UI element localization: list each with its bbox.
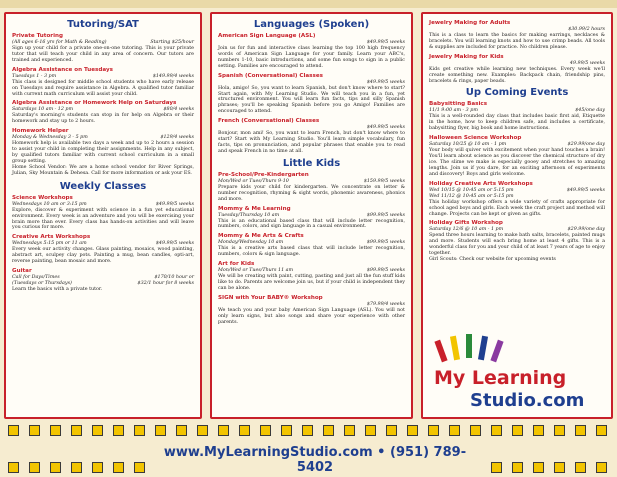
class-description: Homework help is available two days a week and up to 2 hours a session to assist your child in completing their assignments. Help in any subject, by qualified tutors familiar with current school curriculum in a small group setting.: [12, 141, 194, 164]
decor-square: [533, 425, 544, 436]
decor-square: [29, 425, 40, 436]
class-time: Monday/Wednesday 10 am: [218, 240, 284, 246]
class-description: Learn the basics with a private tutor.: [12, 287, 103, 293]
class-price: $49.99/5 weeks: [566, 187, 605, 193]
class-heading: Creative Arts Workshops: [12, 234, 91, 241]
decor-square: [533, 462, 544, 473]
class-price: $159.99/5 weeks: [363, 178, 405, 184]
class-description: This is an educational based class that will include letter recognition, numbers, colors, and sign language in a casual environment.: [218, 218, 405, 230]
class-heading: Jewelry Making for Adults: [429, 20, 511, 26]
class-block: [218, 172, 405, 203]
class-description: Explore, discover & experiment with science in a fun yet educational environment. Every week is an adventure and you will be exercising your brain more than ever. Every class has hands-on activities and will leave you curious for more.: [12, 207, 194, 231]
class-heading: French (Conversational) Classes: [218, 118, 320, 125]
weekly-blocks: [12, 195, 194, 293]
decor-square: [575, 462, 586, 473]
class-description: Your body will quiver with excitement when your hand touches a brain! You'll learn about science as you discover the chemical structure of dry ice. The slime we make is especially gooey and stretches to amazing lengths. Join us if you dare, for an exciting afternoon of experiments and discovery! Boys and girls welcome.: [429, 148, 605, 177]
class-heading: Pre-School/Pre-Kindergarten: [218, 171, 309, 178]
class-price: $170/10 hour or: [154, 275, 194, 281]
class-price: $99.99/5 weeks: [366, 240, 405, 246]
class-heading: Holiday Gifts Workshop: [429, 220, 503, 227]
class-heading: Science Workshops: [12, 194, 73, 201]
class-description: This is a creative arts based class that will include letter recognition, numbers, colors & sign language.: [218, 246, 405, 258]
decor-squares-top: [0, 425, 617, 439]
decor-square: [113, 462, 124, 473]
class-block: [12, 165, 194, 177]
class-price: 49.99/5 weeks: [569, 60, 605, 66]
decor-square: [596, 462, 607, 473]
class-description: This is a class to learn the basics for making earrings, necklaces & bracelets. You will learning knots and how to use crimp beads. All tools & supplies are included for practice. No children please.: [429, 33, 605, 50]
class-heading: Babysitting Basics: [429, 101, 488, 108]
decor-square: [554, 462, 565, 473]
decor-square: [239, 425, 250, 436]
class-block: [12, 33, 194, 64]
class-block: [12, 100, 194, 125]
little-kids-blocks: [218, 172, 405, 326]
decor-square: [50, 425, 61, 436]
decor-square: [71, 425, 82, 436]
class-description: Saturday's morning's students can stop in for help on Algebra or their homework and stay up to 2 hours.: [12, 113, 194, 125]
class-block: [429, 54, 605, 85]
decor-square: [218, 425, 229, 436]
decor-square: [344, 425, 355, 436]
decor-square: [470, 425, 481, 436]
class-description: Hola, amigo! So, you want to learn Spanish, but don't know where to start? Start again, with My Learning Studio. We will teach you in a fun, yet structured environment. You will learn fun facts, tips and silly Spanish phrases; you'll be speaking Spanish before you go Amigo! Families are encouraged to attend.: [218, 85, 405, 115]
class-description: This class is designed for middle school students who have early release on Tuesdays and require assistance in Algebra. A qualified tutor familiar with current math curriculum will assist your child.: [12, 79, 194, 97]
class-time: 11/1 9:00 am - 3 pm: [429, 108, 478, 114]
class-price: $80/4 weeks: [163, 107, 194, 113]
class-price: $49.99/5 weeks: [155, 241, 194, 247]
class-price: $29.99/one day: [567, 227, 605, 233]
class-time: Mon/Wed or Tues/Thurs 11 am: [218, 268, 294, 274]
class-block: [429, 220, 605, 257]
class-block: [429, 20, 605, 51]
class-time: Wed 10/15 @ 10:45 am or 5:15 pm: [429, 187, 514, 193]
class-price: $79.99/4 weeks: [366, 301, 405, 307]
class-block: [218, 233, 405, 258]
decor-square: [197, 425, 208, 436]
decor-square: [134, 425, 145, 436]
decor-square: [29, 462, 40, 473]
decor-square: [596, 425, 607, 436]
class-block: [218, 206, 405, 231]
class-time: Wednesdays 5:15 pm or 11 am: [12, 241, 87, 247]
class-price: $149.99/4 weeks: [152, 73, 194, 79]
class-block: [12, 195, 194, 232]
class-time: Call for Days/Times: [12, 275, 60, 281]
class-price: $99.99/5 weeks: [366, 212, 405, 218]
class-price: $49.99/5 weeks: [155, 201, 194, 207]
class-price: Starting $25/hour: [150, 40, 194, 45]
decor-square: [365, 425, 376, 436]
class-price: $129/4 weeks: [160, 135, 194, 141]
class-block: [429, 135, 605, 178]
crayon-blue-icon: [478, 336, 488, 361]
class-block: [218, 118, 405, 155]
class-block: [429, 194, 605, 218]
decor-square: [302, 425, 313, 436]
class-description: Girl Scouts: Check our website for upcoming events: [429, 257, 556, 263]
class-time: Monday & Wednesday 3 - 5 pm: [12, 135, 88, 141]
class-price: $49.99/5 weeks: [366, 40, 405, 45]
decor-square: [491, 462, 502, 473]
logo-line-2: Studio.com: [470, 390, 585, 411]
class-heading: American Sign Language (ASL): [218, 33, 316, 39]
class-block: [429, 101, 605, 132]
decor-square: [512, 425, 523, 436]
class-description: Sign up your child for a private one-on-one tutoring. This is your private tutor that will teach your child in any area of concern. Our tutors are trained and experienced.: [12, 46, 194, 63]
class-block: [12, 128, 194, 165]
decor-square: [575, 425, 586, 436]
class-price: $45/one day: [575, 108, 605, 114]
class-time: Wednesdays 10 am or 3:15 pm: [12, 201, 87, 207]
class-heading: Algebra Assistance or Homework Help on Saturdays: [12, 100, 177, 107]
class-price: $49.99/5 weeks: [366, 79, 405, 85]
class-block: [12, 268, 194, 281]
events-blocks: [429, 101, 605, 263]
class-time: (Tuesdays or Thursdays): [12, 281, 72, 287]
little-kids-title: Little Kids: [282, 157, 341, 169]
jewelry-blocks: [429, 20, 605, 84]
decor-square: [323, 425, 334, 436]
class-block: [218, 261, 405, 292]
weekly-classes-title: Weekly Classes: [59, 180, 147, 192]
class-price: $99.99/5 weeks: [366, 268, 405, 274]
decor-square: [491, 425, 502, 436]
tutoring-panel: [4, 12, 202, 419]
decor-square: [407, 425, 418, 436]
class-price: $49.99/5 weeks: [366, 125, 405, 131]
class-description: Bonjour, mon ami! So, you want to learn French, but don't know where to start? Start with My Learning Studio. You'll learn simple vocabulary, fun facts, tips on pronunciation, and popular phrases that enable you to read and speak French in no time at all.: [218, 131, 405, 154]
crayon-purple-icon: [490, 340, 503, 363]
decor-square: [428, 425, 439, 436]
tutoring-blocks: [12, 33, 194, 177]
class-description: We will be creating with paint, cutting, pasting and just all the fun stuff kids like to do. Parents are welcome join us, but if your child is independent they can be alone.: [218, 274, 405, 291]
footer-contact[interactable]: www.MyLearningStudio.com • (951) 789-5402: [163, 445, 467, 475]
decor-square: [8, 462, 19, 473]
crayon-green-icon: [466, 334, 472, 358]
decor-square: [155, 425, 166, 436]
class-time: Tuesday/Thursday 10 am: [218, 212, 280, 218]
class-description: This holiday workshop offers a wide variety of crafts appropriate for school aged boys and girls. Each week the craft project and method will change. Projects can be kept or given as gifts.: [429, 199, 605, 217]
class-description: We teach you and your baby American Sign Language (ASL). You will not only learn signs, but also songs and share your experience with other parents.: [218, 307, 405, 325]
class-description: Join us for fun and interactive class learning the top 100 high frequency words of American Sign Language for your family. Learn your ABC's, numbers 1-10, basic introductions, and some fun songs to sign in a public setting. Families are encouraged to attend.: [218, 46, 405, 69]
class-time: Saturdays 10 am - 12 pm: [12, 107, 74, 113]
class-block: [12, 281, 194, 293]
class-description: Spend three hours learning to make bath salts, bracelets, painted mugs and more. Students will each bring home at least 4 gifts. This is a wonderful class for you and your child of at least 7 years of age to enjoy together.: [429, 233, 605, 257]
class-heading: Guitar: [12, 268, 32, 275]
class-time: (All ages 6-16 yrs for Math & Reading): [12, 40, 107, 45]
class-description: Every week our activity changes. Glass painting, mosaics, wood painting, abstract art, sculpey clay pots. Painting a mug, bean candles, opti-art, reverse painting, bean mosaic and more.: [12, 247, 194, 265]
class-description: This is a well-rounded day class that includes basic first aid, Etiquette in the home, how to keep children safe, and includes a certificate, babysitting flyer, big book and home instructions.: [429, 114, 605, 132]
class-heading: Halloween Science Workshop: [429, 135, 522, 142]
decor-square: [176, 425, 187, 436]
class-block: [429, 257, 605, 263]
class-heading: Art for Kids: [218, 261, 255, 268]
class-heading: Mommy & Me Learning: [218, 205, 291, 212]
class-description: Home School Vendor: We are a home school vendor for River Springs, Julian, Sky Mountain & Dehesa. Call for more information or ask your ES.: [12, 164, 194, 176]
class-heading: Homework Helper: [12, 128, 69, 135]
class-block: [218, 33, 405, 70]
upcoming-events-title: Up Coming Events: [465, 87, 569, 99]
class-block: [218, 295, 405, 326]
class-heading: Mommy & Me Arts & Crafts: [218, 233, 304, 240]
decor-square: [386, 425, 397, 436]
decor-square: [8, 425, 19, 436]
crayon-yellow-icon: [450, 336, 460, 361]
class-heading: Private Tutoring: [12, 33, 63, 39]
decor-square: [554, 425, 565, 436]
decor-square: [113, 425, 124, 436]
logo-line-1: My Learning: [434, 367, 567, 389]
class-block: [12, 234, 194, 265]
class-description: Prepare kids your child for kindergarten. We concentrate on letter & number recognition, rhyming & sight words, phonemic awareness, phonics and more.: [218, 184, 405, 202]
decor-square: [92, 462, 103, 473]
decor-square: [92, 425, 103, 436]
decor-square: [134, 462, 145, 473]
languages-panel: [210, 12, 413, 419]
class-block: [218, 73, 405, 116]
decor-square: [512, 462, 523, 473]
my-learning-studio-logo: [430, 330, 605, 415]
class-heading: SIGN with Your BABY® Workshop: [218, 294, 323, 301]
class-block: [429, 181, 605, 194]
class-time: Tuesdays 1 - 3 pm: [12, 73, 57, 79]
class-description: Kids get creative while learning new techniques. Every week we'll create something new. Examples: Backpack chain, friendship pins, bracelets & rings, paper beads.: [429, 66, 605, 84]
languages-title: [218, 19, 405, 30]
decor-square: [449, 425, 460, 436]
decor-square: [71, 462, 82, 473]
languages-title-text: Languages (Spoken): [253, 19, 370, 30]
class-heading: Spanish (Conversational) Classes: [218, 72, 323, 79]
class-heading: Holiday Creative Arts Workshops: [429, 180, 533, 187]
class-heading: Jewelry Making for Kids: [429, 53, 504, 60]
decor-square: [260, 425, 271, 436]
class-time: Saturday 12/6 @ 10 am - 1 pm: [429, 227, 504, 233]
class-block: [12, 67, 194, 98]
top-strip: [0, 0, 617, 8]
tutoring-title: Tutoring/SAT: [67, 19, 139, 30]
languages-blocks: [218, 33, 405, 155]
decor-square: [50, 462, 61, 473]
class-heading: Algebra Assistance on Tuesdays: [12, 66, 113, 73]
class-time: Saturday 10/25 @ 10 am - 1 pm: [429, 142, 507, 148]
class-price: $30.99/2 hours: [568, 27, 605, 32]
decor-square: [281, 425, 292, 436]
class-time: Wed 11/12 @ 10:45 am or 5:15 pm: [429, 193, 514, 199]
class-price: $32/1 hour for 8 weeks: [137, 281, 194, 287]
class-time: Mon/Wed or Tues/Thurs 9-10: [218, 178, 289, 184]
crayon-red-icon: [434, 340, 447, 363]
class-price: $29.99/one day: [567, 142, 605, 148]
